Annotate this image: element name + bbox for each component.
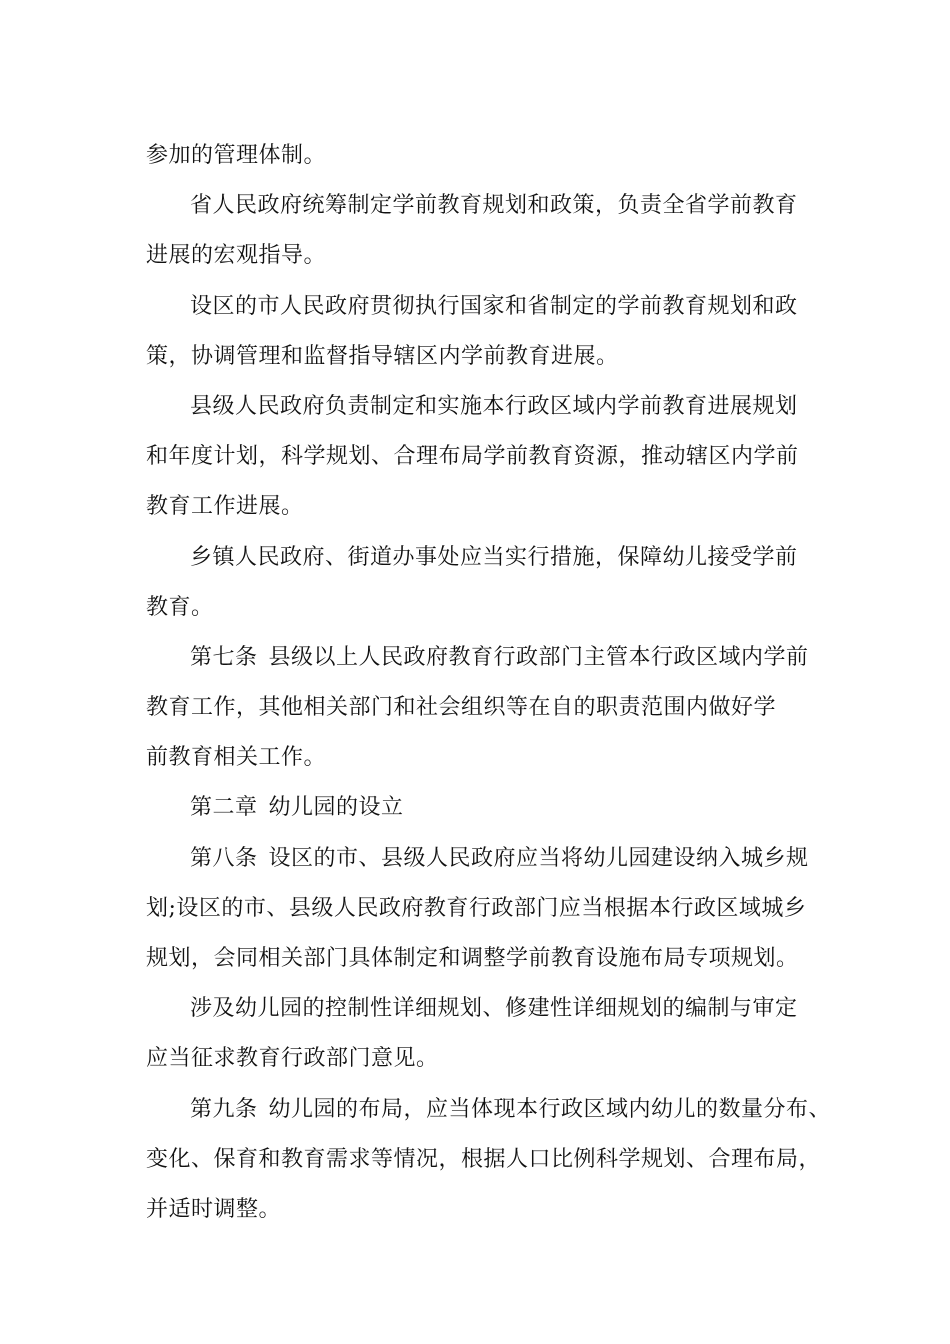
- text-line: 应当征求教育行政部门意见。: [146, 1046, 439, 1072]
- text-line: 教育工作进展。: [146, 494, 304, 520]
- article-9-line: [146, 1085, 832, 1135]
- article-label: 第九条: [190, 1096, 258, 1122]
- text-line: 变化、保育和教育需求等情况，根据人口比例科学规划、合理布局，: [146, 1146, 822, 1172]
- document-body: [146, 131, 832, 1235]
- text-line: 策，协调管理和监督指导辖区内学前教育进展。: [146, 343, 619, 369]
- article-text: 设区的市、县级人民政府应当将幼儿园建设纳入城乡规: [268, 845, 809, 871]
- text-line: 进展的宏观指导。: [146, 243, 327, 269]
- text-line: 省人民政府统筹制定学前教育规划和政策，负责全省学前教育: [190, 193, 798, 219]
- chapter-label: 第二章: [190, 795, 258, 821]
- article-7-line: [146, 633, 809, 683]
- article-text: 县级以上人民政府教育行政部门主管本行政区域内学前: [268, 644, 809, 670]
- text-line: 规划，会同相关部门具体制定和调整学前教育设施布局专项规划。: [146, 946, 799, 971]
- text-line: 前教育相关工作。: [146, 745, 327, 771]
- chapter-title: 幼儿园的设立: [268, 795, 404, 821]
- article-label: 第八条: [190, 845, 258, 871]
- text-line: 参加的管理体制。: [146, 143, 327, 168]
- chapter-heading: [146, 783, 806, 833]
- text-line: 县级人民政府负责制定和实施本行政区域内学前教育进展规划: [190, 393, 798, 419]
- article-label: 第七条: [190, 644, 258, 670]
- article-text: 幼儿园的布局，应当体现本行政区域内幼儿的数量分布、: [268, 1096, 832, 1122]
- text-line: 设区的市人民政府贯彻执行国家和省制定的学前教育规划和政: [190, 293, 798, 319]
- text-line: 涉及幼儿园的控制性详细规划、修建性详细规划的编制与审定: [190, 996, 798, 1022]
- article-8-line: [146, 834, 809, 884]
- text-line: 乡镇人民政府、街道办事处应当实行措施，保障幼儿接受学前: [190, 544, 798, 570]
- text-line: 和年度计划，科学规划、合理布局学前教育资源，推动辖区内学前: [146, 444, 799, 470]
- text-line: 教育工作，其他相关部门和社会组织等在自的职责范围内做好学: [146, 695, 777, 721]
- text-line: 划;设区的市、县级人民政府教育行政部门应当根据本行政区域城乡: [146, 895, 807, 921]
- text-line: 教育。: [146, 594, 214, 620]
- text-line: 并适时调整。: [146, 1196, 282, 1222]
